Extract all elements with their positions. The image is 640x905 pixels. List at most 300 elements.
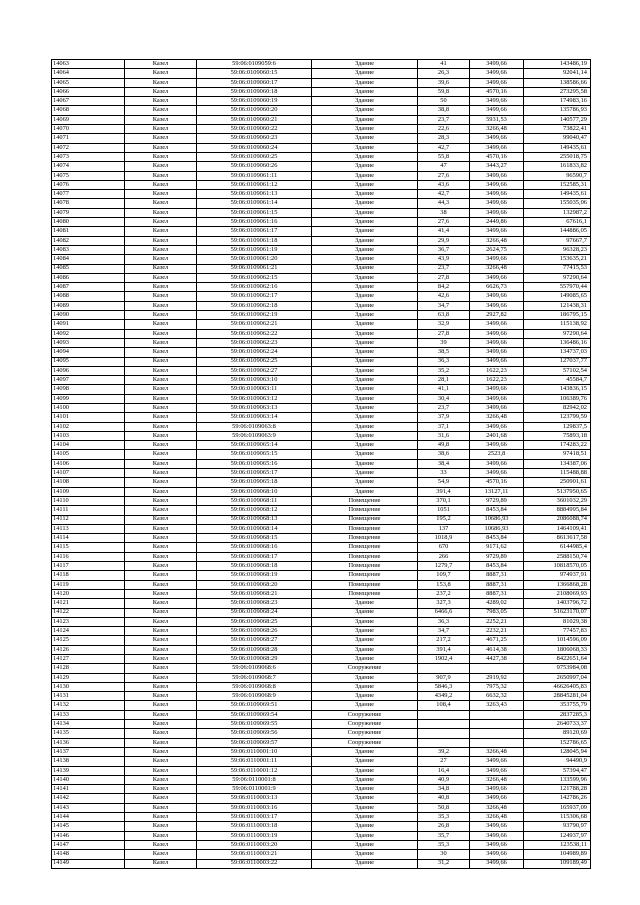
table-row xyxy=(52,106,591,115)
district-cell: Казел xyxy=(125,701,197,710)
object-type-cell: Здание xyxy=(312,264,418,273)
rate-cell: 4570,16 xyxy=(470,478,524,487)
cadastral-number-cell: 59:06:0109063:9 xyxy=(197,431,312,440)
cadastral-number-cell: 59:06:0110003:21 xyxy=(197,850,312,859)
rate-cell: 8453,84 xyxy=(470,562,524,571)
cadastral-value-cell: 89120,69 xyxy=(524,729,591,738)
area-cell: 27 xyxy=(418,757,470,766)
object-type-cell: Здание xyxy=(312,785,418,794)
table-row xyxy=(52,840,591,849)
cadastral-value-cell: 77457,83 xyxy=(524,627,591,636)
district-cell: Казел xyxy=(125,459,197,468)
table-row xyxy=(52,673,591,682)
record-number-cell: 14069 xyxy=(52,115,125,124)
district-cell: Казел xyxy=(125,850,197,859)
cadastral-number-cell: 59:06:0109061:21 xyxy=(197,264,312,273)
area-cell: 42,6 xyxy=(418,292,470,301)
district-cell: Казел xyxy=(125,515,197,524)
object-type-cell: Здание xyxy=(312,850,418,859)
table-row xyxy=(52,338,591,347)
rate-cell: 4289,02 xyxy=(470,599,524,608)
record-number-cell: 14064 xyxy=(52,69,125,78)
record-number-cell: 14084 xyxy=(52,255,125,264)
district-cell: Казел xyxy=(125,524,197,533)
object-type-cell: Здание xyxy=(312,190,418,199)
rate-cell: 3499,66 xyxy=(470,850,524,859)
area-cell: 36,3 xyxy=(418,357,470,366)
rate-cell xyxy=(470,664,524,673)
table-row xyxy=(52,283,591,292)
record-number-cell: 14139 xyxy=(52,766,125,775)
cadastral-number-cell: 59:06:0109068:24 xyxy=(197,608,312,617)
district-cell: Казел xyxy=(125,97,197,106)
cadastral-number-cell: 59:06:0109060:22 xyxy=(197,125,312,134)
district-cell: Казел xyxy=(125,534,197,543)
object-type-cell: Здание xyxy=(312,329,418,338)
rate-cell: 3499,66 xyxy=(470,831,524,840)
cadastral-value-cell: 93790,97 xyxy=(524,822,591,831)
district-cell: Казел xyxy=(125,506,197,515)
area-cell: 27,6 xyxy=(418,171,470,180)
district-cell: Казел xyxy=(125,236,197,245)
rate-cell: 3499,66 xyxy=(470,422,524,431)
table-row xyxy=(52,766,591,775)
record-number-cell: 14126 xyxy=(52,645,125,654)
rate-cell: 3499,66 xyxy=(470,171,524,180)
cadastral-number-cell: 59:06:0109060:21 xyxy=(197,115,312,124)
district-cell: Казел xyxy=(125,571,197,580)
cadastral-value-cell: 186795,15 xyxy=(524,311,591,320)
cadastral-value-cell: 8422651,64 xyxy=(524,655,591,664)
cadastral-value-cell: 73822,41 xyxy=(524,125,591,134)
cadastral-value-cell: 143836,15 xyxy=(524,385,591,394)
record-number-cell: 14113 xyxy=(52,524,125,533)
record-number-cell: 14094 xyxy=(52,348,125,357)
cadastral-number-cell: 59:06:0109061:20 xyxy=(197,255,312,264)
cadastral-number-cell: 59:06:0109060:17 xyxy=(197,78,312,87)
district-cell: Казел xyxy=(125,664,197,673)
object-type-cell: Здание xyxy=(312,766,418,775)
table-row xyxy=(52,208,591,217)
cadastral-value-cell: 129837,5 xyxy=(524,422,591,431)
record-number-cell: 14136 xyxy=(52,738,125,747)
table-row xyxy=(52,171,591,180)
cadastral-value-cell: 96590,7 xyxy=(524,171,591,180)
district-cell: Казел xyxy=(125,403,197,412)
record-number-cell: 14101 xyxy=(52,413,125,422)
table-row xyxy=(52,115,591,124)
table-row xyxy=(52,227,591,236)
object-type-cell: Здание xyxy=(312,757,418,766)
table-row xyxy=(52,245,591,254)
district-cell: Казел xyxy=(125,292,197,301)
record-number-cell: 14096 xyxy=(52,366,125,375)
rate-cell: 5931,53 xyxy=(470,115,524,124)
cadastral-number-cell: 59:06:0109068:6 xyxy=(197,664,312,673)
table-row xyxy=(52,478,591,487)
cadastral-number-cell: 59:06:0109060:19 xyxy=(197,97,312,106)
object-type-cell: Здание xyxy=(312,97,418,106)
object-type-cell: Здание xyxy=(312,487,418,496)
cadastral-number-cell: 59:06:0109063:8 xyxy=(197,422,312,431)
object-type-cell: Здание xyxy=(312,636,418,645)
cadastral-value-cell: 106389,76 xyxy=(524,394,591,403)
rate-cell: 3499,66 xyxy=(470,97,524,106)
table-row xyxy=(52,803,591,812)
record-number-cell: 14144 xyxy=(52,813,125,822)
object-type-cell: Помещение xyxy=(312,589,418,598)
table-row xyxy=(52,459,591,468)
table-row xyxy=(52,431,591,440)
district-cell: Казел xyxy=(125,840,197,849)
object-type-cell: Здание xyxy=(312,747,418,756)
district-cell: Казел xyxy=(125,106,197,115)
area-cell xyxy=(418,729,470,738)
cadastral-value-cell: 149085,65 xyxy=(524,292,591,301)
area-cell: 41,4 xyxy=(418,227,470,236)
record-number-cell: 14093 xyxy=(52,338,125,347)
object-type-cell: Здание xyxy=(312,180,418,189)
table-row xyxy=(52,580,591,589)
table-row xyxy=(52,729,591,738)
table-row xyxy=(52,720,591,729)
district-cell: Казел xyxy=(125,655,197,664)
area-cell: 217,2 xyxy=(418,636,470,645)
record-number-cell: 14077 xyxy=(52,190,125,199)
area-cell: 50,8 xyxy=(418,803,470,812)
district-cell: Казел xyxy=(125,431,197,440)
table-row xyxy=(52,236,591,245)
cadastral-value-cell: 273295,58 xyxy=(524,87,591,96)
rate-cell: 2401,68 xyxy=(470,431,524,440)
cadastral-number-cell: 59:06:0109062:22 xyxy=(197,329,312,338)
cadastral-value-cell: 2086088,74 xyxy=(524,515,591,524)
table-row xyxy=(52,301,591,310)
record-number-cell: 14072 xyxy=(52,143,125,152)
cadastral-value-cell: 67616,1 xyxy=(524,218,591,227)
table-row xyxy=(52,385,591,394)
table-row xyxy=(52,682,591,691)
rate-cell: 3266,48 xyxy=(470,813,524,822)
object-type-cell: Здание xyxy=(312,831,418,840)
object-type-cell: Здание xyxy=(312,236,418,245)
rate-cell: 10686,93 xyxy=(470,515,524,524)
object-type-cell: Сооружение xyxy=(312,738,418,747)
object-type-cell: Здание xyxy=(312,301,418,310)
rate-cell: 2232,21 xyxy=(470,627,524,636)
area-cell: 34,7 xyxy=(418,627,470,636)
cadastral-number-cell: 59:06:0110003:13 xyxy=(197,794,312,803)
district-cell: Казел xyxy=(125,552,197,561)
record-number-cell: 14066 xyxy=(52,87,125,96)
record-number-cell: 14145 xyxy=(52,822,125,831)
object-type-cell: Здание xyxy=(312,803,418,812)
district-cell: Казел xyxy=(125,636,197,645)
cadastral-value-cell: 121788,28 xyxy=(524,785,591,794)
record-number-cell: 14107 xyxy=(52,469,125,478)
table-row xyxy=(52,376,591,385)
rate-cell: 3499,66 xyxy=(470,190,524,199)
district-cell: Казел xyxy=(125,720,197,729)
cadastral-number-cell: 59:06:0109061:17 xyxy=(197,227,312,236)
table-row xyxy=(52,320,591,329)
district-cell: Казел xyxy=(125,115,197,124)
object-type-cell: Здание xyxy=(312,208,418,217)
object-type-cell: Помещение xyxy=(312,524,418,533)
area-cell: 28,1 xyxy=(418,376,470,385)
cadastral-number-cell: 59:06:0109068:23 xyxy=(197,599,312,608)
area-cell: 266 xyxy=(418,552,470,561)
cadastral-number-cell: 59:06:0109060:18 xyxy=(197,87,312,96)
area-cell: 391,4 xyxy=(418,487,470,496)
area-cell: 44,3 xyxy=(418,199,470,208)
cadastral-number-cell: 59:06:0109068:11 xyxy=(197,496,312,505)
cadastral-value-cell: 9753984,08 xyxy=(524,664,591,673)
rate-cell: 3499,66 xyxy=(470,320,524,329)
object-type-cell: Помещение xyxy=(312,580,418,589)
cadastral-value-cell: 5137950,65 xyxy=(524,487,591,496)
area-cell: 29,9 xyxy=(418,236,470,245)
area-cell: 35,3 xyxy=(418,840,470,849)
area-cell: 670 xyxy=(418,543,470,552)
cadastral-value-cell: 97290,64 xyxy=(524,273,591,282)
area-cell: 137 xyxy=(418,524,470,533)
district-cell: Казел xyxy=(125,134,197,143)
table-row xyxy=(52,152,591,161)
area-cell: 108,4 xyxy=(418,701,470,710)
table-row xyxy=(52,273,591,282)
rate-cell: 3499,66 xyxy=(470,255,524,264)
table-row xyxy=(52,87,591,96)
rate-cell: 3499,66 xyxy=(470,859,524,868)
record-number-cell: 14132 xyxy=(52,701,125,710)
area-cell: 43,9 xyxy=(418,255,470,264)
area-cell: 49,8 xyxy=(418,441,470,450)
rate-cell: 9729,89 xyxy=(470,496,524,505)
district-cell: Казел xyxy=(125,822,197,831)
record-number-cell: 14138 xyxy=(52,757,125,766)
cadastral-number-cell: 59:06:0109062:17 xyxy=(197,292,312,301)
cadastral-number-cell: 59:06:0110001:12 xyxy=(197,766,312,775)
table-row xyxy=(52,162,591,171)
cadastral-value-cell: 99040,47 xyxy=(524,134,591,143)
record-number-cell: 14090 xyxy=(52,311,125,320)
rate-cell: 3266,48 xyxy=(470,264,524,273)
area-cell: 35,2 xyxy=(418,366,470,375)
rate-cell: 8887,31 xyxy=(470,571,524,580)
district-cell: Казел xyxy=(125,627,197,636)
cadastral-value-cell: 2108069,93 xyxy=(524,589,591,598)
district-cell: Казел xyxy=(125,78,197,87)
cadastral-number-cell: 59:06:0109061:16 xyxy=(197,218,312,227)
cadastral-value-cell: 51623170,07 xyxy=(524,608,591,617)
record-number-cell: 14076 xyxy=(52,180,125,189)
cadastral-value-cell: 974937,91 xyxy=(524,571,591,580)
cadastral-number-cell: 59:06:0109059:6 xyxy=(197,60,312,69)
area-cell: 35,3 xyxy=(418,813,470,822)
record-number-cell: 14112 xyxy=(52,515,125,524)
record-number-cell: 14142 xyxy=(52,794,125,803)
area-cell: 195,2 xyxy=(418,515,470,524)
cadastral-number-cell: 59:06:0109068:25 xyxy=(197,617,312,626)
table-row xyxy=(52,394,591,403)
record-number-cell: 14119 xyxy=(52,580,125,589)
rate-cell: 3499,66 xyxy=(470,385,524,394)
rate-cell: 2449,86 xyxy=(470,218,524,227)
table-row xyxy=(52,850,591,859)
rate-cell: 3499,66 xyxy=(470,134,524,143)
object-type-cell: Здание xyxy=(312,775,418,784)
district-cell: Казел xyxy=(125,190,197,199)
rate-cell: 9729,89 xyxy=(470,552,524,561)
cadastral-value-cell: 1366868,28 xyxy=(524,580,591,589)
table-row xyxy=(52,794,591,803)
cadastral-value-cell: 2588150,74 xyxy=(524,552,591,561)
record-number-cell: 14110 xyxy=(52,496,125,505)
cadastral-value-cell: 1464109,41 xyxy=(524,524,591,533)
object-type-cell: Здание xyxy=(312,273,418,282)
rate-cell: 3499,66 xyxy=(470,292,524,301)
cadastral-number-cell: 59:06:0109063:12 xyxy=(197,394,312,403)
area-cell: 4349,2 xyxy=(418,692,470,701)
record-number-cell: 14147 xyxy=(52,840,125,849)
area-cell: 1051 xyxy=(418,506,470,515)
district-cell: Казел xyxy=(125,394,197,403)
object-type-cell: Помещение xyxy=(312,506,418,515)
cadastral-value-cell: 75893,18 xyxy=(524,431,591,440)
object-type-cell: Помещение xyxy=(312,515,418,524)
record-number-cell: 14085 xyxy=(52,264,125,273)
district-cell: Казел xyxy=(125,543,197,552)
cadastral-number-cell: 59:06:0109061:15 xyxy=(197,208,312,217)
area-cell: 237,2 xyxy=(418,589,470,598)
record-number-cell: 14099 xyxy=(52,394,125,403)
record-number-cell: 14081 xyxy=(52,227,125,236)
district-cell: Казел xyxy=(125,813,197,822)
record-number-cell: 14087 xyxy=(52,283,125,292)
cadastral-value-cell: 149435,61 xyxy=(524,143,591,152)
cadastral-number-cell: 59:06:0109068:29 xyxy=(197,655,312,664)
area-cell: 37,1 xyxy=(418,422,470,431)
cadastral-value-cell: 557970,44 xyxy=(524,283,591,292)
record-number-cell: 14141 xyxy=(52,785,125,794)
cadastral-number-cell: 59:06:0109062:16 xyxy=(197,283,312,292)
district-cell: Казел xyxy=(125,162,197,171)
table-row xyxy=(52,859,591,868)
district-cell: Казел xyxy=(125,422,197,431)
table-row xyxy=(52,422,591,431)
district-cell: Казел xyxy=(125,729,197,738)
object-type-cell: Здание xyxy=(312,376,418,385)
cadastral-value-cell: 1403796,72 xyxy=(524,599,591,608)
record-number-cell: 14098 xyxy=(52,385,125,394)
object-type-cell: Здание xyxy=(312,627,418,636)
area-cell: 1018,9 xyxy=(418,534,470,543)
rate-cell: 1622,23 xyxy=(470,376,524,385)
object-type-cell: Здание xyxy=(312,692,418,701)
record-number-cell: 14143 xyxy=(52,803,125,812)
area-cell: 84,2 xyxy=(418,283,470,292)
district-cell: Казел xyxy=(125,803,197,812)
area-cell: 34,7 xyxy=(418,301,470,310)
district-cell: Казел xyxy=(125,385,197,394)
area-cell: 23,7 xyxy=(418,115,470,124)
cadastral-value-cell: 57102,54 xyxy=(524,366,591,375)
record-number-cell: 14117 xyxy=(52,562,125,571)
table-row xyxy=(52,655,591,664)
area-cell: 37,9 xyxy=(418,413,470,422)
area-cell: 23,7 xyxy=(418,403,470,412)
record-number-cell: 14114 xyxy=(52,534,125,543)
rate-cell: 7983,05 xyxy=(470,608,524,617)
cadastral-value-cell: 121438,31 xyxy=(524,301,591,310)
district-cell: Казел xyxy=(125,682,197,691)
cadastral-value-cell: 97290,64 xyxy=(524,329,591,338)
rate-cell: 2927,82 xyxy=(470,311,524,320)
record-number-cell: 14088 xyxy=(52,292,125,301)
record-number-cell: 14106 xyxy=(52,459,125,468)
rate-cell: 8887,31 xyxy=(470,580,524,589)
object-type-cell: Здание xyxy=(312,143,418,152)
table-row xyxy=(52,608,591,617)
table-row xyxy=(52,757,591,766)
cadastral-number-cell: 59:06:0109068:9 xyxy=(197,692,312,701)
district-cell: Казел xyxy=(125,794,197,803)
area-cell: 26,3 xyxy=(418,69,470,78)
record-number-cell: 14149 xyxy=(52,859,125,868)
record-number-cell: 14128 xyxy=(52,664,125,673)
area-cell: 43,6 xyxy=(418,180,470,189)
table-row xyxy=(52,506,591,515)
cadastral-number-cell: 59:06:0109068:19 xyxy=(197,571,312,580)
cadastral-value-cell: 115138,92 xyxy=(524,320,591,329)
cadastral-value-cell: 165937,09 xyxy=(524,803,591,812)
table-row xyxy=(52,469,591,478)
object-type-cell: Здание xyxy=(312,255,418,264)
object-type-cell: Здание xyxy=(312,171,418,180)
area-cell: 1902,4 xyxy=(418,655,470,664)
district-cell: Казел xyxy=(125,87,197,96)
district-cell: Казел xyxy=(125,692,197,701)
object-type-cell: Здание xyxy=(312,617,418,626)
table-row xyxy=(52,348,591,357)
record-number-cell: 14065 xyxy=(52,78,125,87)
area-cell: 59,8 xyxy=(418,87,470,96)
table-row xyxy=(52,534,591,543)
area-cell: 370,1 xyxy=(418,496,470,505)
object-type-cell: Здание xyxy=(312,320,418,329)
area-cell: 41,1 xyxy=(418,385,470,394)
record-number-cell: 14127 xyxy=(52,655,125,664)
cadastral-value-cell: 353755,79 xyxy=(524,701,591,710)
cadastral-value-cell: 144886,05 xyxy=(524,227,591,236)
cadastral-number-cell: 59:06:0109069:51 xyxy=(197,701,312,710)
table-row xyxy=(52,125,591,134)
cadastral-number-cell: 59:06:0109061:14 xyxy=(197,199,312,208)
rate-cell: 3266,48 xyxy=(470,775,524,784)
table-row xyxy=(52,636,591,645)
cadastral-value-cell: 132987,2 xyxy=(524,208,591,217)
cadastral-number-cell: 59:06:0110003:20 xyxy=(197,840,312,849)
object-type-cell: Здание xyxy=(312,385,418,394)
object-type-cell: Здание xyxy=(312,608,418,617)
district-cell: Казел xyxy=(125,376,197,385)
cadastral-value-cell: 2640733,37 xyxy=(524,720,591,729)
record-number-cell: 14068 xyxy=(52,106,125,115)
object-type-cell: Здание xyxy=(312,162,418,171)
table-row xyxy=(52,785,591,794)
table-row xyxy=(52,487,591,496)
